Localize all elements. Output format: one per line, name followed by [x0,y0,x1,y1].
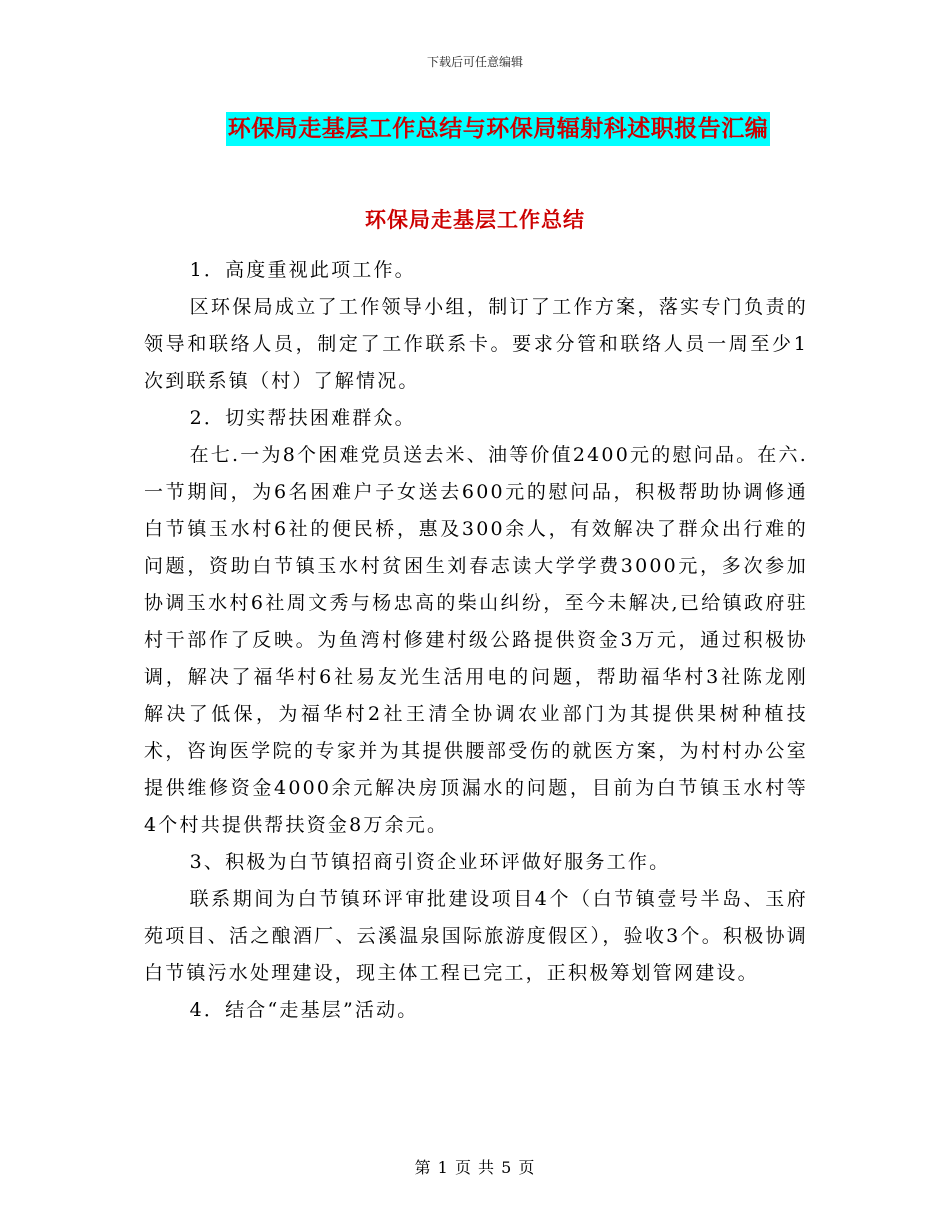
section-title: 环保局走基层工作总结 [365,208,585,232]
paragraph-item-4-heading: 4．结合“走基层”活动。 [189,999,419,1021]
paragraph-item-1-heading: 1．高度重视此项工作。 [189,259,416,281]
paragraph-item-2-body: 在七.一为8个困难党员送去米、油等价值2400元的慰问品。在六.一节期间，为6名困难户子女送去600元的慰问品，积极帮助协调修通白节镇玉水村6社的便民桥，惠及300余人，有效解决了群众出行难的问题，资助白节镇玉水村贫困生刘春志读大学学费3000元，多次参加协调玉水村6社周文秀与杨忠高的柴山纠纷，至今未解决,已给镇政府驻村干部作了反映。为鱼湾村修建村级公路提供资金3万元，通过积极协调，解决了福华村6社易友光生活用电的问题，帮助福华村3社陈龙刚解决了低保，为福华村2社王清全协调农业部门为其提供果树种植技术，咨询医学院的专家并为其提供腰部受伤的就医方案，为村村办公室提供维修资金4000余元解决房顶漏水的问题，目前为白节镇玉水村等4个村共提供帮扶资金8万余元。 [144,444,808,836]
page-header-note: 下载后可任意编辑 [426,55,523,69]
document-body [144,252,808,1029]
paragraph-item-2-heading: 2．切实帮扶困难群众。 [189,407,416,429]
paragraph-item-1-body: 区环保局成立了工作领导小组，制订了工作方案，落实专门负责的领导和联络人员，制定了工作联系卡。要求分管和联络人员一周至少1次到联系镇（村）了解情况。 [144,296,808,392]
page-number-footer: 第 1 页 共 5 页 [414,1158,536,1177]
paragraph-item-3-body: 联系期间为白节镇环评审批建设项目4个（白节镇壹号半岛、玉府苑项目、活之酿酒厂、云溪温泉国际旅游度假区），验收3个。积极协调白节镇污水处理建设，现主体工程已完工，正积极筹划管网建设。 [144,888,808,984]
paragraph-item-3-heading: 3、积极为白节镇招商引资企业环评做好服务工作。 [189,851,671,873]
document-title: 环保局走基层工作总结与环保局辐射科述职报告汇编 [226,112,771,146]
main-title-wrapper [0,112,950,146]
